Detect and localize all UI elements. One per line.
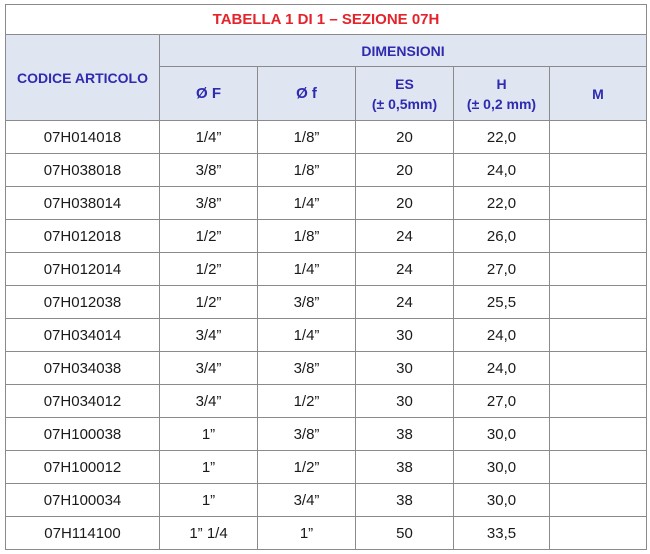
cell-es: 38 <box>356 484 454 517</box>
cell-es: 20 <box>356 121 454 154</box>
header-es <box>356 67 454 121</box>
header-h-label: H <box>496 75 507 92</box>
cell-es: 20 <box>356 154 454 187</box>
table-row <box>6 286 647 319</box>
table-row <box>6 484 647 517</box>
cell-phi-f: 1/2” <box>258 451 356 484</box>
header-codice-articolo: CODICE ARTICOLO <box>6 35 160 121</box>
cell-es: 30 <box>356 319 454 352</box>
cell-m <box>550 154 647 187</box>
cell-code: 07H038018 <box>6 154 160 187</box>
cell-m <box>550 517 647 550</box>
cell-code: 07H034038 <box>6 352 160 385</box>
cell-phi-F: 1/2” <box>160 253 258 286</box>
cell-h: 25,5 <box>454 286 550 319</box>
cell-code: 07H038014 <box>6 187 160 220</box>
cell-phi-F: 1/2” <box>160 286 258 319</box>
cell-h: 24,0 <box>454 154 550 187</box>
cell-code: 07H012014 <box>6 253 160 286</box>
table-body <box>6 121 647 550</box>
cell-h: 33,5 <box>454 517 550 550</box>
cell-phi-F: 1/4” <box>160 121 258 154</box>
cell-m <box>550 484 647 517</box>
cell-phi-f: 3/8” <box>258 286 356 319</box>
header-es-label: ES <box>395 75 414 92</box>
cell-phi-f: 3/4” <box>258 484 356 517</box>
cell-code: 07H014018 <box>6 121 160 154</box>
cell-code: 07H012018 <box>6 220 160 253</box>
table-row <box>6 121 647 154</box>
cell-h: 30,0 <box>454 484 550 517</box>
cell-h: 27,0 <box>454 253 550 286</box>
cell-phi-f: 1/4” <box>258 319 356 352</box>
cell-phi-F: 3/4” <box>160 319 258 352</box>
table-row <box>6 385 647 418</box>
header-h <box>454 67 550 121</box>
header-phi-F: Ø F <box>160 67 258 121</box>
cell-es: 24 <box>356 286 454 319</box>
cell-es: 38 <box>356 418 454 451</box>
cell-phi-F: 3/8” <box>160 187 258 220</box>
cell-h: 24,0 <box>454 352 550 385</box>
dimension-table <box>5 4 647 550</box>
cell-phi-F: 1” <box>160 418 258 451</box>
cell-m <box>550 187 647 220</box>
cell-code: 07H012038 <box>6 286 160 319</box>
cell-phi-F: 1/2” <box>160 220 258 253</box>
cell-code: 07H100012 <box>6 451 160 484</box>
cell-es: 50 <box>356 517 454 550</box>
cell-es: 20 <box>356 187 454 220</box>
cell-phi-F: 3/4” <box>160 352 258 385</box>
cell-m <box>550 121 647 154</box>
table-row <box>6 154 647 187</box>
cell-phi-F: 3/4” <box>160 385 258 418</box>
cell-code: 07H034014 <box>6 319 160 352</box>
cell-phi-f: 1” <box>258 517 356 550</box>
header-m: M <box>550 67 647 121</box>
header-dimensioni: DIMENSIONI <box>160 35 647 67</box>
table-row <box>6 418 647 451</box>
cell-m <box>550 319 647 352</box>
cell-h: 24,0 <box>454 319 550 352</box>
table-row <box>6 451 647 484</box>
cell-es: 24 <box>356 220 454 253</box>
cell-phi-F: 1” <box>160 451 258 484</box>
cell-h: 26,0 <box>454 220 550 253</box>
cell-code: 07H100034 <box>6 484 160 517</box>
cell-h: 30,0 <box>454 418 550 451</box>
table-row <box>6 517 647 550</box>
cell-m <box>550 286 647 319</box>
cell-phi-F: 1” <box>160 484 258 517</box>
cell-es: 24 <box>356 253 454 286</box>
cell-phi-f: 1/4” <box>258 187 356 220</box>
header-es-tolerance: (± 0,5mm) <box>371 95 438 112</box>
header-h-tolerance: (± 0,2 mm) <box>466 95 537 112</box>
cell-h: 22,0 <box>454 121 550 154</box>
cell-phi-F: 1” 1/4 <box>160 517 258 550</box>
cell-m <box>550 220 647 253</box>
cell-h: 27,0 <box>454 385 550 418</box>
cell-h: 22,0 <box>454 187 550 220</box>
cell-phi-f: 3/8” <box>258 352 356 385</box>
cell-phi-f: 1/8” <box>258 121 356 154</box>
cell-phi-f: 1/8” <box>258 154 356 187</box>
cell-m <box>550 352 647 385</box>
cell-es: 38 <box>356 451 454 484</box>
cell-es: 30 <box>356 385 454 418</box>
cell-phi-f: 1/2” <box>258 385 356 418</box>
header-phi-f: Ø f <box>258 67 356 121</box>
cell-es: 30 <box>356 352 454 385</box>
cell-m <box>550 253 647 286</box>
table-title: TABELLA 1 DI 1 – SEZIONE 07H <box>6 5 647 35</box>
table-row <box>6 187 647 220</box>
table-row <box>6 352 647 385</box>
cell-phi-F: 3/8” <box>160 154 258 187</box>
cell-code: 07H114100 <box>6 517 160 550</box>
table-row <box>6 220 647 253</box>
table-row <box>6 319 647 352</box>
cell-m <box>550 451 647 484</box>
cell-h: 30,0 <box>454 451 550 484</box>
cell-code: 07H100038 <box>6 418 160 451</box>
cell-code: 07H034012 <box>6 385 160 418</box>
cell-m <box>550 418 647 451</box>
table-row <box>6 253 647 286</box>
cell-phi-f: 1/8” <box>258 220 356 253</box>
cell-phi-f: 3/8” <box>258 418 356 451</box>
cell-phi-f: 1/4” <box>258 253 356 286</box>
cell-m <box>550 385 647 418</box>
